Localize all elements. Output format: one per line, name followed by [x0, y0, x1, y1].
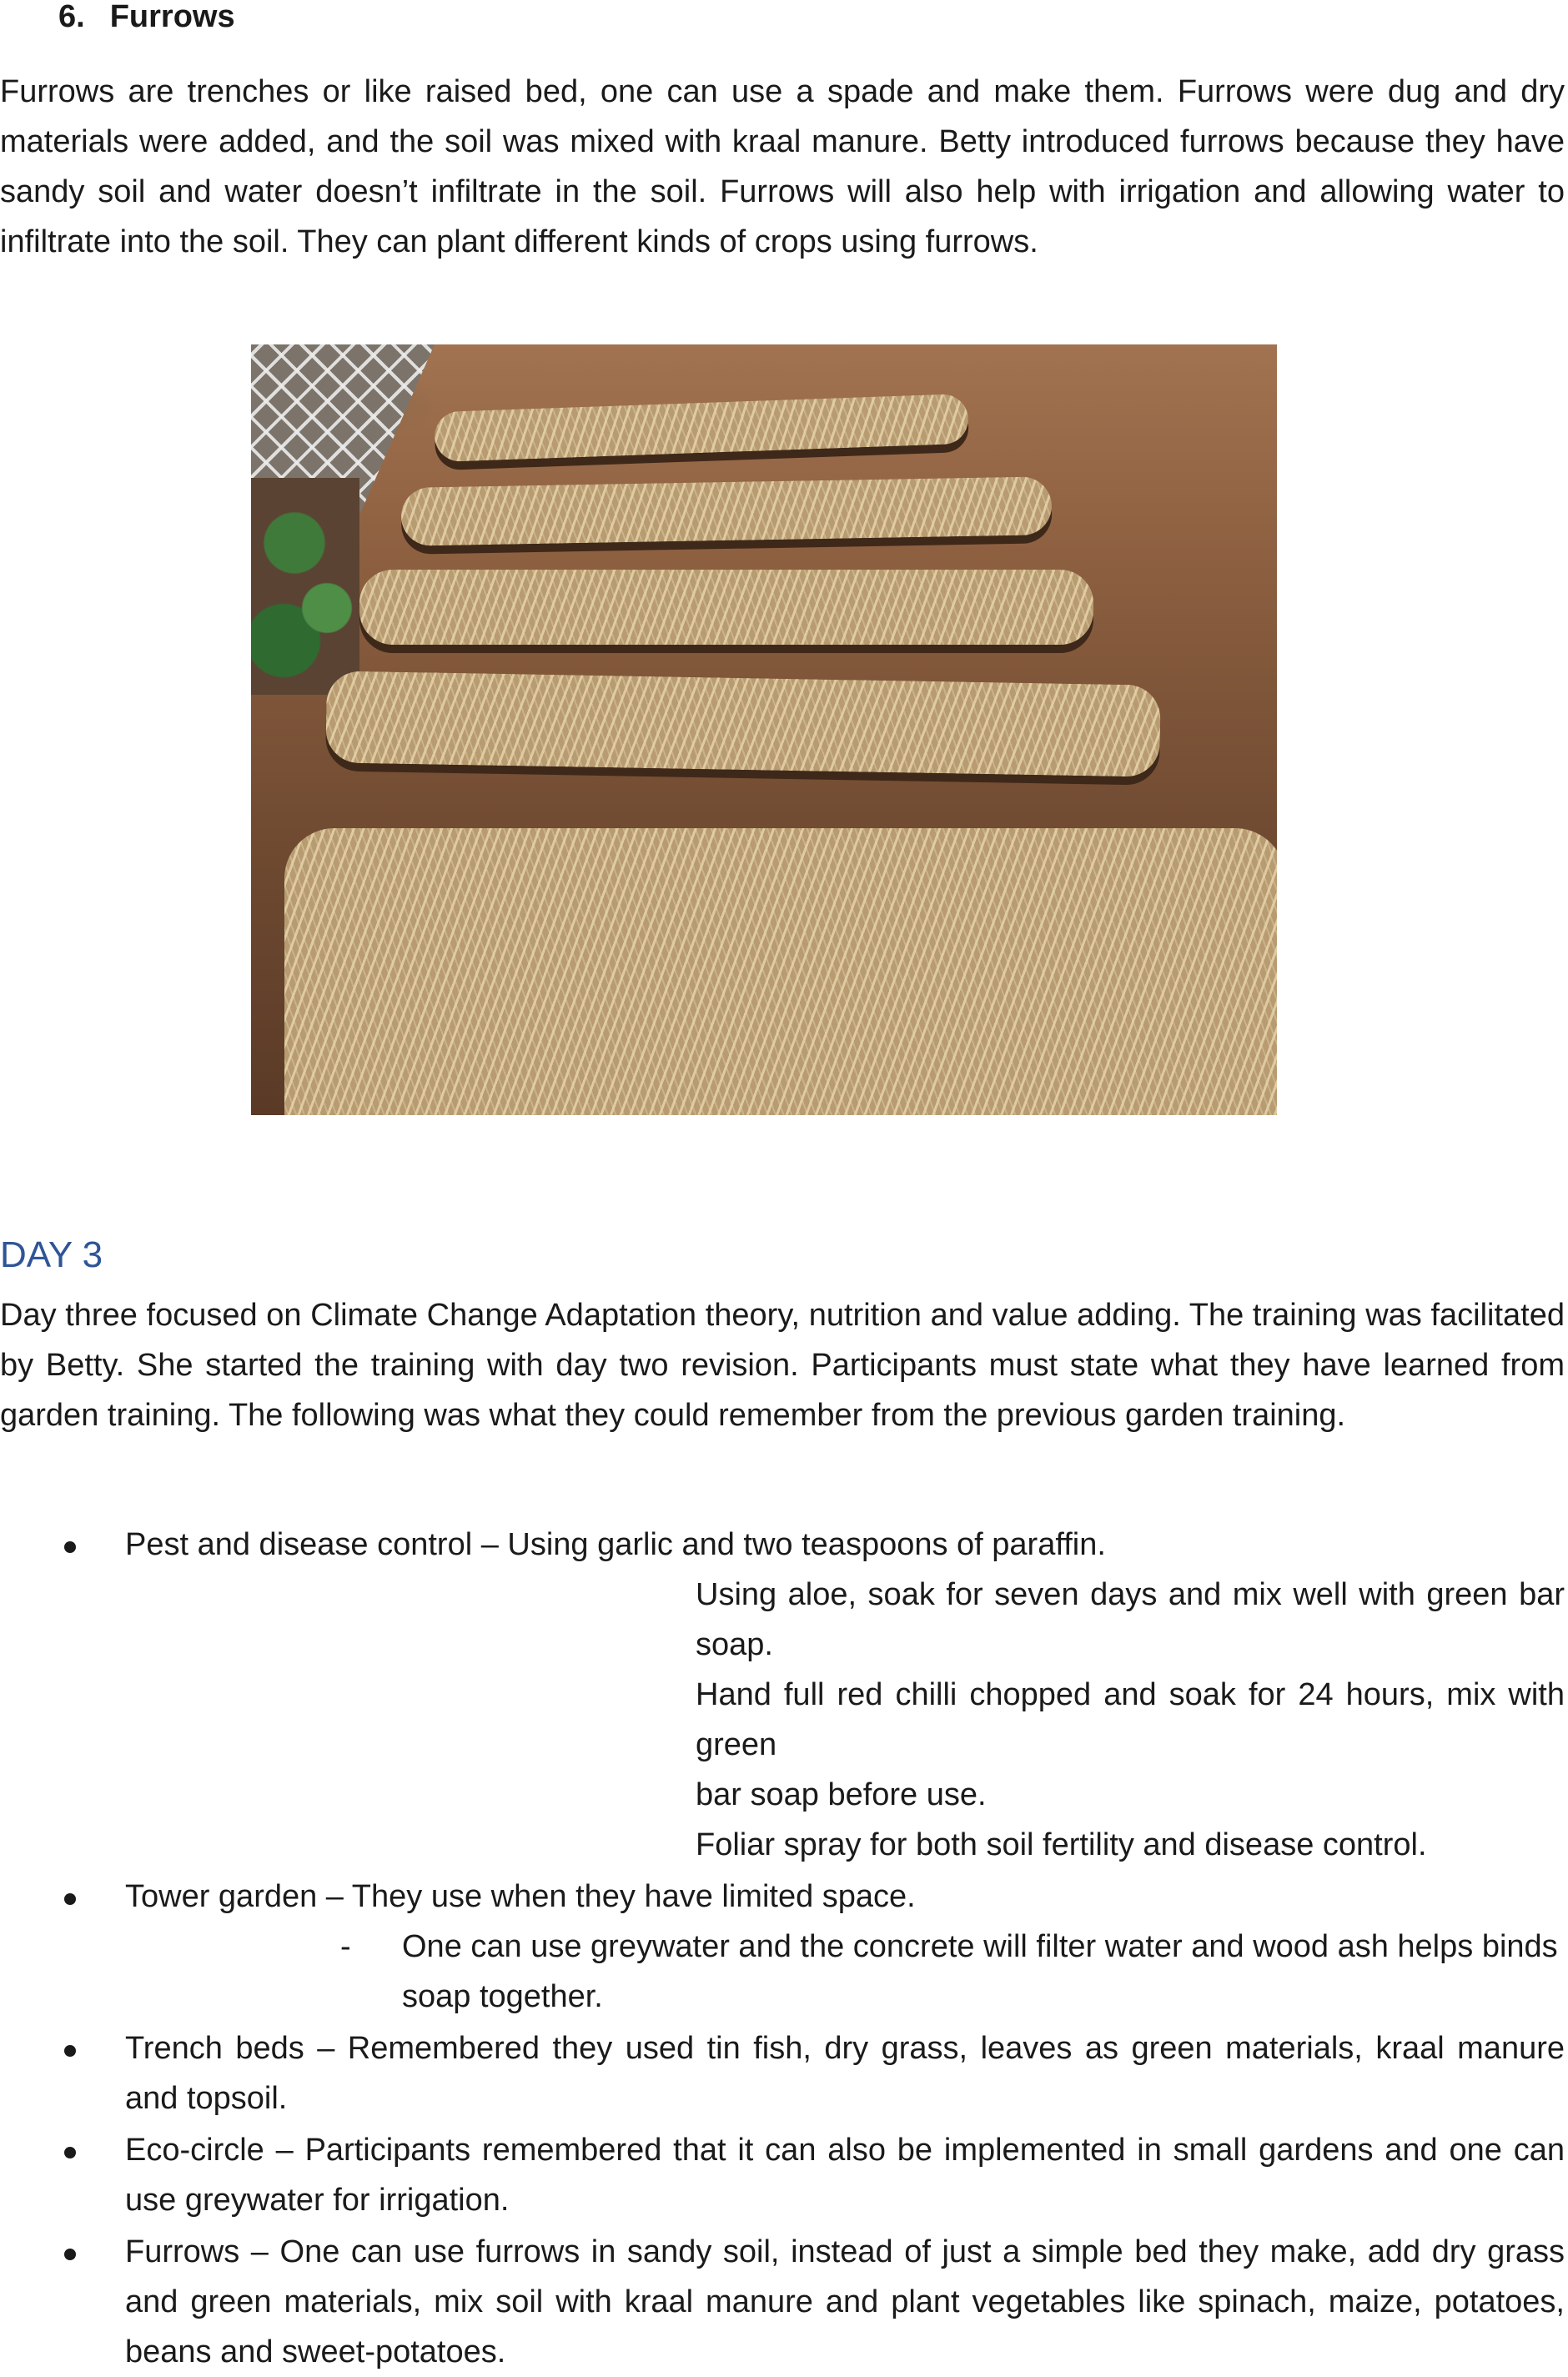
- bullet-icon: [64, 2249, 76, 2260]
- furrow-row: [434, 394, 969, 462]
- bullet-text: Tower garden – They use when they have limited space.: [125, 1879, 916, 1914]
- bullet-icon: [64, 1893, 76, 1905]
- bullet-text: Pest and disease control – Using garlic and two teaspoons of paraffin.: [125, 1527, 1106, 1562]
- bullet-text: Eco-circle – Participants remembered that it can also be implemented in small gardens and one can use greywater for irrigation.: [125, 2133, 1565, 2218]
- sub-line: Using aloe, soak for seven days and mix well with green bar soap.: [696, 1577, 1565, 1662]
- plants-detail: [251, 478, 359, 695]
- furrow-row: [325, 671, 1161, 776]
- dash-icon: -: [340, 1929, 351, 1964]
- day-heading: DAY 3: [0, 1234, 103, 1275]
- furrows-paragraph: Furrows are trenches or like raised bed, one can use a spade and make them. Furrows were dug and dry materials were added, and the soil was mixed with kraal manure. Betty introduced furrows because they have sandy soil and water doesn’t infiltrate in the soil. Furrows will also help with irrigation and allowing water to infiltrate into the soil. They can plant different kinds of crops using furrows.: [0, 74, 1565, 259]
- bullet-icon: [64, 2147, 76, 2158]
- section-title: Furrows: [109, 0, 235, 34]
- furrow-row: [400, 476, 1052, 546]
- day3-paragraph: Day three focused on Climate Change Adaptation theory, nutrition and value adding. The training was facilitated by Betty. She started the training with day two revision. Participants must state what they have learned from garden training. The following was what they could remember from the previous garden training.: [0, 1298, 1565, 1433]
- bullet-text: Trench beds – Remembered they used tin fish, dry grass, leaves as green materials, kraal manure and topsoil.: [125, 2031, 1565, 2116]
- list-item: [0, 1520, 1565, 1870]
- furrow-row: [284, 828, 1277, 1115]
- bullet-text: Furrows – One can use furrows in sandy soil, instead of just a simple bed they make, add dry grass and green materials, mix soil with kraal manure and plant vegetables like spinach, maize, potatoes, beans and sweet-potatoes.: [125, 2234, 1565, 2369]
- list-item: [0, 2023, 1565, 2123]
- sub-list-item: [0, 1922, 1565, 2022]
- bullet-icon: [64, 2045, 76, 2057]
- list-item: [0, 2125, 1565, 2225]
- sub-line: bar soap before use.: [696, 1777, 987, 1812]
- sub-text: One can use greywater and the concrete will filter water and wood ash helps binds soap together.: [402, 1929, 1558, 2014]
- section-number: 6.: [58, 0, 85, 34]
- section-heading: [58, 0, 235, 33]
- list-item: [0, 1872, 1565, 1922]
- sub-line: Foliar spray for both soil fertility and disease control.: [696, 1827, 1427, 1862]
- list-item: [0, 2227, 1565, 2377]
- furrows-photo: [251, 344, 1277, 1115]
- bullet-list: [0, 1520, 1565, 2377]
- bullet-icon: [64, 1541, 76, 1553]
- sub-line: Hand full red chilli chopped and soak for 24 hours, mix with green: [696, 1677, 1565, 1762]
- furrow-row: [359, 570, 1093, 645]
